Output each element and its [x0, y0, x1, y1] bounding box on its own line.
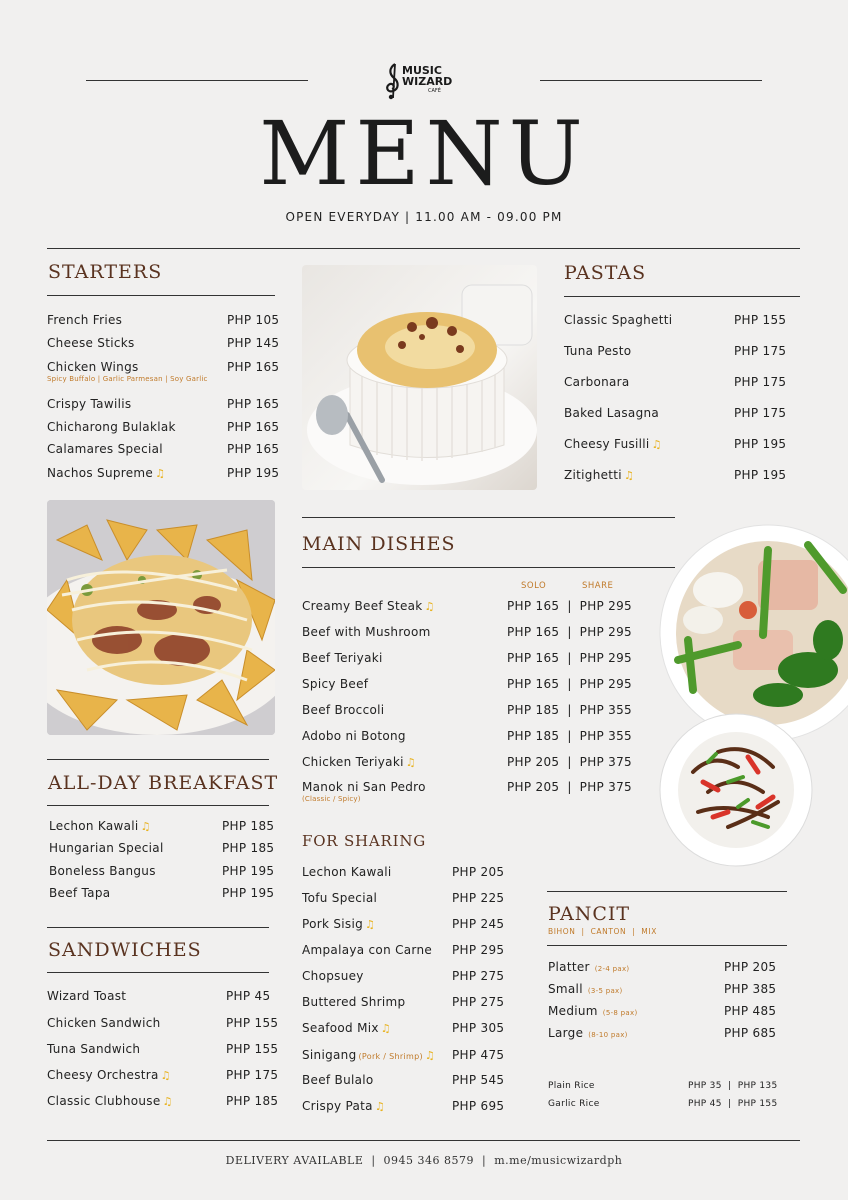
main_dishes-item-price — [507, 703, 632, 717]
sandwiches-item-label: Classic Clubhouse — [47, 1094, 161, 1108]
main_dishes-item-label: Beef with Mushroom — [302, 625, 431, 639]
main_dishes-share-price: PHP 375 — [579, 755, 632, 769]
pancit-subtitle: BIHON | CANTON | MIX — [548, 927, 657, 936]
main_dishes-share-price: PHP 295 — [579, 651, 632, 665]
header-rule-left — [86, 80, 308, 81]
sharing-item-price: PHP 475 — [452, 1048, 505, 1062]
pancit-rule — [547, 945, 787, 946]
pastas-item-price: PHP 195 — [734, 437, 787, 451]
sharing-item-name — [302, 1048, 435, 1062]
music-note-icon: ♫ — [374, 1100, 386, 1113]
starters-item-price: PHP 105 — [227, 313, 280, 327]
main_dishes-item-price — [507, 755, 632, 769]
main_dishes-solo-price: PHP 185 — [507, 729, 560, 743]
pancit-item-name — [548, 960, 629, 974]
main_dishes-item-name — [302, 780, 426, 803]
pastas-item-name — [564, 468, 634, 482]
starters-item-price: PHP 165 — [227, 397, 280, 411]
main_dishes-item-price — [507, 599, 632, 613]
header-divider — [47, 248, 800, 249]
sandwiches-item-label: Cheesy Orchestra — [47, 1068, 159, 1082]
breakfast-item-name — [49, 841, 164, 855]
rice-item-price: PHP 45 | PHP 155 — [688, 1099, 778, 1109]
sharing-item-label: Beef Bulalo — [302, 1073, 374, 1087]
main_dishes-item-name — [302, 755, 416, 769]
breakfast-item-name — [49, 819, 151, 833]
starters-item-price: PHP 165 — [227, 442, 280, 456]
sharing-item-label: Pork Sisig — [302, 917, 364, 931]
breakfast-item-price: PHP 185 — [222, 819, 275, 833]
sandwiches-item-price: PHP 175 — [226, 1068, 279, 1082]
main_dishes-solo-price: PHP 165 — [507, 677, 560, 691]
sharing-item-label: Lechon Kawali — [302, 865, 392, 879]
main-dishes-top-rule — [302, 517, 675, 518]
pancit-pax-note: (2-4 pax) — [594, 965, 630, 973]
sharing-item-price: PHP 305 — [452, 1021, 505, 1035]
price-separator: | — [567, 755, 572, 769]
solo-column-header: SOLO — [521, 581, 547, 591]
pastas-item-label: Baked Lasagna — [564, 406, 660, 420]
starters-item-name — [47, 420, 176, 434]
sandwiches-item-price: PHP 155 — [226, 1042, 279, 1056]
music-note-icon: ♫ — [155, 467, 166, 480]
starters-item-price: PHP 165 — [227, 360, 280, 374]
sharing-item-price: PHP 695 — [452, 1099, 505, 1113]
brand-line2: WIZARD — [402, 75, 453, 88]
price-separator: | — [567, 780, 572, 794]
starters-item-label: French Fries — [47, 313, 123, 327]
main_dishes-item-label: Creamy Beef Steak — [302, 599, 423, 613]
footer-contact: DELIVERY AVAILABLE | 0945 346 8579 | m.me/musicwizardph — [225, 1154, 623, 1167]
breakfast-item-label: Beef Tapa — [49, 886, 111, 900]
music-note-icon: ♫ — [160, 1069, 171, 1082]
starters-item-label: Chicharong Bulaklak — [47, 420, 176, 434]
main_dishes-item-label: Beef Broccoli — [302, 703, 385, 717]
pancit-item-name — [548, 1004, 638, 1018]
main_dishes-item-price — [507, 677, 632, 691]
sharing-item-name — [302, 917, 375, 931]
main_dishes-share-price: PHP 295 — [579, 677, 632, 691]
pancit-title: PANCIT — [548, 903, 631, 925]
pancit-item-price: PHP 485 — [724, 1004, 777, 1018]
sharing-item-price: PHP 295 — [452, 943, 505, 957]
pastas-title: PASTAS — [564, 262, 647, 284]
starters-item-note: Spicy Buffalo | Garlic Parmesan | Soy Garlic — [47, 375, 208, 383]
sandwiches-item-label: Tuna Sandwich — [47, 1042, 141, 1056]
main_dishes-share-price: PHP 295 — [579, 625, 632, 639]
starters-item-name — [47, 336, 135, 350]
music-note-icon: ♫ — [651, 438, 662, 451]
sharing-item-label: Chopsuey — [302, 969, 364, 983]
breakfast-item-name — [49, 864, 156, 878]
starters-title: STARTERS — [48, 261, 163, 283]
sandwiches-item-price: PHP 155 — [226, 1016, 279, 1030]
sharing-item-label: Seafood Mix — [302, 1021, 379, 1035]
pancit-item-label: Large — [548, 1026, 584, 1040]
starters-rule — [47, 295, 275, 296]
starters-item-name — [47, 313, 122, 327]
sharing-item-name — [302, 1073, 374, 1087]
sandwiches-item-name — [47, 1016, 161, 1030]
main_dishes-item-name — [302, 625, 431, 639]
music-note-icon: ♫ — [162, 1095, 173, 1108]
pastas-item-label: Classic Spaghetti — [564, 313, 673, 327]
main_dishes-solo-price: PHP 205 — [507, 755, 560, 769]
main_dishes-item-price — [507, 651, 632, 665]
music-note-icon: ♫ — [140, 820, 151, 833]
pastas-item-label: Zitighetti — [564, 468, 622, 482]
main_dishes-item-name — [302, 729, 406, 743]
sharing-item-price: PHP 225 — [452, 891, 505, 905]
sandwiches-rule — [47, 972, 269, 973]
sandwiches-item-price: PHP 185 — [226, 1094, 279, 1108]
main_dishes-item-name — [302, 651, 383, 665]
starters-item-label: Calamares Special — [47, 442, 163, 456]
music-note-icon: ♫ — [424, 1049, 436, 1062]
main_dishes-share-price: PHP 295 — [579, 599, 632, 613]
main_dishes-item-note: (Classic / Spicy) — [302, 795, 361, 803]
starters-item-price: PHP 165 — [227, 420, 280, 434]
starters-item-label: Crispy Tawilis — [47, 397, 132, 411]
sharing-item-label: Ampalaya con Carne — [302, 943, 433, 957]
brand-line1: MUSIC — [402, 64, 442, 77]
main_dishes-item-label: Beef Teriyaki — [302, 651, 383, 665]
sandwiches-title: SANDWICHES — [48, 939, 202, 961]
main_dishes-item-name — [302, 599, 435, 613]
main_dishes-item-label: Chicken Teriyaki — [302, 755, 404, 769]
breakfast-rule — [47, 805, 269, 806]
sharing-title: FOR SHARING — [302, 832, 427, 850]
pastas-item-label: Tuna Pesto — [564, 344, 632, 358]
breakfast-item-label: Lechon Kawali — [49, 819, 139, 833]
nachos-photo — [47, 500, 275, 735]
music-note-icon: ♫ — [365, 918, 376, 931]
music-note-icon: ♫ — [380, 1022, 391, 1035]
starters-item-name — [47, 397, 131, 411]
rice-item-price: PHP 35 | PHP 135 — [688, 1081, 778, 1091]
price-separator: | — [567, 703, 572, 717]
sharing-item-name — [302, 943, 432, 957]
price-separator: | — [567, 729, 572, 743]
main_dishes-item-name — [302, 703, 384, 717]
starters-item-label: Nachos Supreme — [47, 466, 154, 480]
breakfast-item-price: PHP 185 — [222, 841, 275, 855]
footer-rule — [47, 1140, 800, 1141]
breakfast-title: ALL-DAY BREAKFAST — [48, 772, 279, 794]
main_dishes-item-price — [507, 625, 632, 639]
pancit-item-label: Small — [548, 982, 583, 996]
pastas-item-name — [564, 406, 659, 420]
main_dishes-solo-price: PHP 205 — [507, 780, 560, 794]
pastas-item-name — [564, 313, 672, 327]
main_dishes-item-price — [507, 729, 632, 743]
starters-item-price: PHP 195 — [227, 466, 280, 480]
sandwiches-item-label: Chicken Sandwich — [47, 1016, 161, 1030]
sharing-item-label: Crispy Pata — [302, 1099, 373, 1113]
page-title: MENU — [259, 102, 589, 205]
rice-item-name: Plain Rice — [548, 1081, 595, 1091]
breakfast-item-label: Boneless Bangus — [49, 864, 156, 878]
sandwiches-item-price: PHP 45 — [226, 989, 271, 1003]
pastas-item-label: Cheesy Fusilli — [564, 437, 650, 451]
sharing-item-label: Buttered Shrimp — [302, 995, 406, 1009]
sharing-item-name — [302, 891, 377, 905]
starters-item-label: Cheese Sticks — [47, 336, 135, 350]
sandwiches-item-name — [47, 989, 126, 1003]
pastas-item-price: PHP 175 — [734, 406, 787, 420]
music-note-icon: ♫ — [424, 600, 435, 613]
sharing-item-label: Tofu Special — [302, 891, 378, 905]
main_dishes-share-price: PHP 355 — [579, 703, 632, 717]
starters-item-name — [47, 442, 163, 456]
breakfast-item-price: PHP 195 — [222, 864, 275, 878]
stir-fry-photo — [658, 712, 814, 868]
sharing-item-label: Sinigang — [302, 1048, 357, 1062]
pastas-item-name — [564, 437, 662, 451]
main_dishes-item-label: Adobo ni Botong — [302, 729, 406, 743]
starters-item-price: PHP 145 — [227, 336, 280, 350]
sandwiches-item-label: Wizard Toast — [47, 989, 127, 1003]
pancit-item-price: PHP 385 — [724, 982, 777, 996]
main_dishes-share-price: PHP 375 — [579, 780, 632, 794]
main_dishes-item-price — [507, 780, 632, 794]
pastas-item-price: PHP 175 — [734, 344, 787, 358]
sharing-item-price: PHP 205 — [452, 865, 505, 879]
price-separator: | — [567, 599, 572, 613]
sandwiches-item-name — [47, 1094, 173, 1108]
sandwiches-item-name — [47, 1042, 140, 1056]
pastas-item-price: PHP 195 — [734, 468, 787, 482]
main-dishes-rule — [302, 567, 675, 568]
main_dishes-solo-price: PHP 185 — [507, 703, 560, 717]
main_dishes-item-label: Manok ni San Pedro — [302, 780, 426, 794]
brand-line3: CAFÉ — [428, 88, 441, 94]
sharing-item-name — [302, 865, 392, 879]
pastas-item-name — [564, 375, 630, 389]
pancit-top-rule — [547, 891, 787, 892]
pastas-item-name — [564, 344, 631, 358]
sharing-item-name — [302, 1021, 391, 1035]
sharing-item-price: PHP 275 — [452, 969, 505, 983]
pancit-item-price: PHP 205 — [724, 960, 777, 974]
sharing-item-price: PHP 245 — [452, 917, 505, 931]
pancit-pax-note: (3-5 pax) — [587, 987, 623, 995]
sharing-item-name — [302, 969, 364, 983]
breakfast-item-name — [49, 886, 110, 900]
share-column-header: SHARE — [582, 581, 614, 591]
sharing-item-name — [302, 995, 405, 1009]
breakfast-top-rule — [47, 759, 269, 760]
main_dishes-item-name — [302, 677, 368, 691]
music-note-icon: ♫ — [623, 469, 635, 482]
mac-and-cheese-photo — [302, 265, 537, 490]
rice-item-name: Garlic Rice — [548, 1099, 600, 1109]
breakfast-item-price: PHP 195 — [222, 886, 275, 900]
sharing-item-price: PHP 275 — [452, 995, 505, 1009]
price-separator: | — [567, 651, 572, 665]
pancit-pax-note: (8-10 pax) — [588, 1031, 628, 1039]
sandwiches-top-rule — [47, 927, 269, 928]
sharing-item-price: PHP 545 — [452, 1073, 505, 1087]
music-note-icon: ♫ — [405, 756, 416, 769]
main-dishes-title: MAIN DISHES — [302, 533, 456, 555]
pancit-item-label: Medium — [548, 1004, 598, 1018]
starters-item-label: Chicken Wings — [47, 360, 139, 374]
main_dishes-solo-price: PHP 165 — [507, 651, 560, 665]
pancit-item-name — [548, 1026, 628, 1040]
brand-logo — [383, 62, 467, 100]
starters-item-name — [47, 466, 165, 480]
main_dishes-share-price: PHP 355 — [579, 729, 632, 743]
breakfast-item-label: Hungarian Special — [49, 841, 164, 855]
pastas-rule — [564, 296, 800, 297]
main_dishes-solo-price: PHP 165 — [507, 625, 560, 639]
pastas-item-price: PHP 175 — [734, 375, 787, 389]
price-separator: | — [567, 677, 572, 691]
sharing-item-note: (Pork / Shrimp) — [358, 1052, 423, 1061]
opening-hours: OPEN EVERYDAY | 11.00 AM - 09.00 PM — [285, 210, 563, 224]
pancit-item-label: Platter — [548, 960, 590, 974]
pancit-item-name — [548, 982, 623, 996]
starters-item-name — [47, 360, 208, 383]
pastas-item-label: Carbonara — [564, 375, 630, 389]
price-separator: | — [567, 625, 572, 639]
main_dishes-item-label: Spicy Beef — [302, 677, 369, 691]
pastas-item-price: PHP 155 — [734, 313, 787, 327]
pancit-pax-note: (5-8 pax) — [602, 1009, 638, 1017]
sharing-item-name — [302, 1099, 385, 1113]
pancit-item-price: PHP 685 — [724, 1026, 777, 1040]
sandwiches-item-name — [47, 1068, 171, 1082]
main_dishes-solo-price: PHP 165 — [507, 599, 560, 613]
header-rule-right — [540, 80, 762, 81]
